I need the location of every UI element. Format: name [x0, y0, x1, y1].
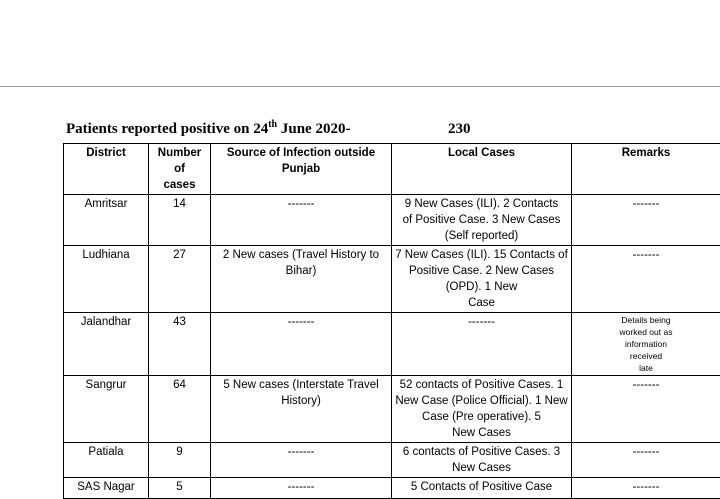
cell-local: 6 contacts of Positive Cases. 3 New Cases — [392, 443, 572, 478]
table-row — [64, 478, 720, 499]
report-heading — [66, 121, 350, 138]
cell-remarks: Details being worked out as information received late — [572, 313, 720, 376]
header-remarks: Remarks — [572, 144, 720, 195]
cell-source: 5 New cases (Interstate Travel History) — [211, 376, 392, 443]
horizontal-divider — [0, 86, 720, 87]
header-source-of-infection: Source of Infection outside Punjab — [211, 144, 392, 195]
cell-district: Sangrur — [64, 376, 149, 443]
cell-source: ------- — [211, 195, 392, 246]
cell-district: Amritsar — [64, 195, 149, 246]
cell-cases: 9 — [149, 443, 211, 478]
cell-district: Patiala — [64, 443, 149, 478]
table-row — [64, 313, 720, 376]
cell-cases: 27 — [149, 246, 211, 313]
table-row — [64, 246, 720, 313]
cell-source: ------- — [211, 313, 392, 376]
table-row — [64, 443, 720, 478]
cell-local: ------- — [392, 313, 572, 376]
total-positive-count: 230 — [448, 121, 471, 138]
header-number-of-cases: Number of cases — [149, 144, 211, 195]
table-row — [64, 376, 720, 443]
cell-source: ------- — [211, 478, 392, 499]
cell-district: Ludhiana — [64, 246, 149, 313]
cell-district: SAS Nagar — [64, 478, 149, 499]
cell-cases: 5 — [149, 478, 211, 499]
cell-district: Jalandhar — [64, 313, 149, 376]
cell-remarks: ------- — [572, 246, 720, 313]
cell-cases: 43 — [149, 313, 211, 376]
cell-local: 5 Contacts of Positive Case — [392, 478, 572, 499]
cell-remarks: ------- — [572, 376, 720, 443]
district-cases-table — [63, 143, 720, 499]
header-local-cases: Local Cases — [392, 144, 572, 195]
heading-title-sup: th — [268, 119, 277, 130]
cell-source: 2 New cases (Travel History to Bihar) — [211, 246, 392, 313]
cell-cases: 64 — [149, 376, 211, 443]
cell-local: 7 New Cases (ILI). 15 Contacts of Positive Case. 2 New Cases (OPD). 1 New Case — [392, 246, 572, 313]
cell-local: 52 contacts of Positive Cases. 1 New Case (Police Official). 1 New Case (Pre operative). 5 New Cases — [392, 376, 572, 443]
table-row — [64, 195, 720, 246]
cell-remarks: ------- — [572, 195, 720, 246]
cell-local: 9 New Cases (ILI). 2 Contacts of Positive Case. 3 New Cases (Self reported) — [392, 195, 572, 246]
cell-source: ------- — [211, 443, 392, 478]
table-header-row — [64, 144, 720, 195]
header-district: District — [64, 144, 149, 195]
heading-title: Patients reported positive on 24 — [66, 121, 268, 137]
cell-remarks: ------- — [572, 478, 720, 499]
top-blank-area — [0, 0, 720, 86]
heading-title-rest: June 2020- — [277, 121, 350, 137]
cell-remarks: ------- — [572, 443, 720, 478]
cell-cases: 14 — [149, 195, 211, 246]
